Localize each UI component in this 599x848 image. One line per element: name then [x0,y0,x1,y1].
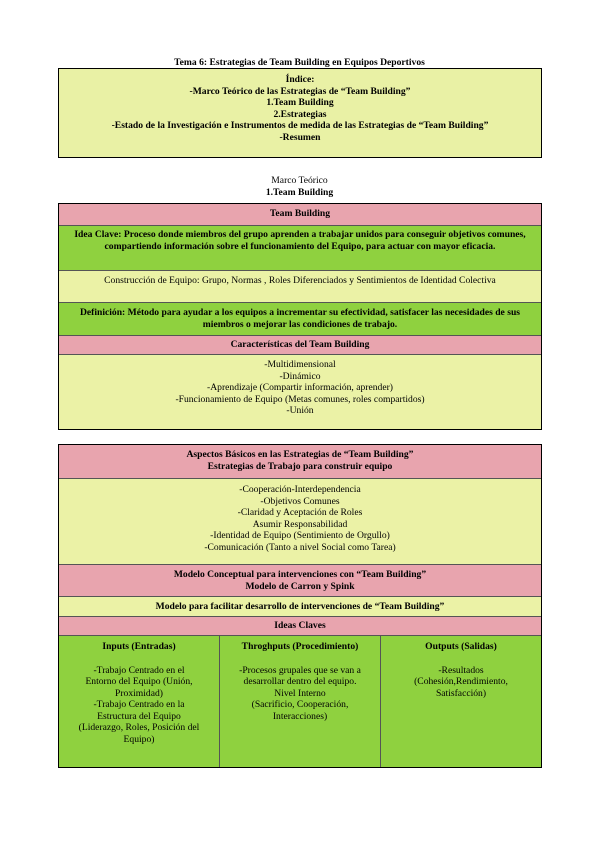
list-item: -Claridad y Aceptación de Roles [237,507,363,518]
column-line: (Cohesión,Rendimiento, [414,676,508,687]
aspectos-header [59,445,541,478]
page-title: Tema 6: Estrategias de Team Building en Equipos Deportivos [174,57,425,68]
index-item: -Resumen [279,131,321,143]
column-line: Satisfacción) [435,687,487,699]
caracteristicas-list [59,354,541,429]
construccion-row: Construcción de Equipo: Grupo, Normas , Roles Diferenciados y Sentimientos de Identidad Colectiva [59,270,541,302]
section-heading [0,175,599,198]
modelo-conceptual-row [59,564,541,596]
modelo-facilitar-row: Modelo para facilitar desarrollo de intervenciones de “Team Building” [59,596,541,616]
idea-clave-row: Idea Clave: Proceso donde miembros del grupo aprenden a trabajar unidos para conseguir objetivos comunes, compartiendo información sobre el funcionamiento del Equipo, para actuar con mayor eficacia. [59,225,541,270]
column-line: Interacciones) [272,710,328,722]
section-subtitle: 1.Team Building [265,186,334,198]
index-item: -Estado de la Investigación e Instrumentos de medida de las Estrategias de “Team Building” [111,120,489,131]
aspectos-header-line1: Aspectos Básicos en las Estrategias de “Team Building” [186,449,414,460]
column-line: Equipo) [123,733,155,745]
index-item: -Marco Teórico de las Estrategias de “Team Building” [189,85,411,97]
column-title: Throghputs (Procedimiento) [241,641,359,652]
column-title: Inputs (Entradas) [102,641,176,652]
index-item: 2.Estrategias [273,108,327,120]
outputs-column [380,636,541,767]
list-item: -Comunicación (Tanto a nivel Social como Tarea) [204,541,396,553]
column-line: Proximidad) [115,687,163,699]
column-line: -Procesos grupales que se van a [239,664,361,676]
column-line: (Sacrificio, Cooperación, [251,699,349,710]
list-item: Asumir Responsabilidad [252,518,348,530]
section-title: Marco Teórico [271,175,328,186]
list-item: -Multidimensional [264,359,336,370]
column-line: -Trabajo Centrado en la [93,699,185,710]
aspectos-header-line2: Estrategias de Trabajo para construir equipo [207,460,393,472]
index-heading: Índice: [285,74,315,85]
aspectos-list [59,478,541,564]
list-item: -Objetivos Comunes [260,495,340,507]
column-line: Estructura del Equipo [97,710,181,722]
column-line: desarrollar dentro del equipo. [243,676,357,687]
ideas-columns [59,635,541,767]
team-building-table [58,203,542,430]
inputs-column [59,636,219,767]
column-line: (Liderazgo, Roles, Posición del [78,722,200,733]
table-header: Team Building [59,204,541,225]
column-line: -Resultados [438,664,484,676]
list-item: -Unión [286,405,314,416]
list-item: -Funcionamiento de Equipo (Metas comunes, roles compartidos) [175,393,425,405]
index-item: 1.Team Building [266,97,334,108]
column-title: Outputs (Salidas) [425,641,497,652]
column-line: Nivel Interno [274,687,326,699]
throughputs-column [219,636,380,767]
column-line: Entorno del Equipo (Unión, [85,676,193,687]
list-item: -Identidad de Equipo (Sentimiento de Orgullo) [210,530,390,541]
index-box [58,68,542,158]
column-line: -Trabajo Centrado en el [93,664,185,676]
modelo-line2: Modelo de Carron y Spink [245,580,355,592]
definicion-row: Definición: Método para ayudar a los equipos a incrementar su efectividad, satisfacer las necesidades de sus miembros o mejorar las condiciones de trabajo. [59,302,541,335]
ideas-claves-row: Ideas Claves [59,616,541,635]
caracteristicas-header: Características del Team Building [59,335,541,354]
list-item: -Aprendizaje (Compartir información, aprender) [207,382,393,393]
list-item: -Dinámico [279,370,321,382]
estrategias-table [58,444,542,768]
modelo-line1: Modelo Conceptual para intervenciones con “Team Building” [173,569,427,580]
list-item: -Cooperación-Interdependencia [239,484,361,495]
